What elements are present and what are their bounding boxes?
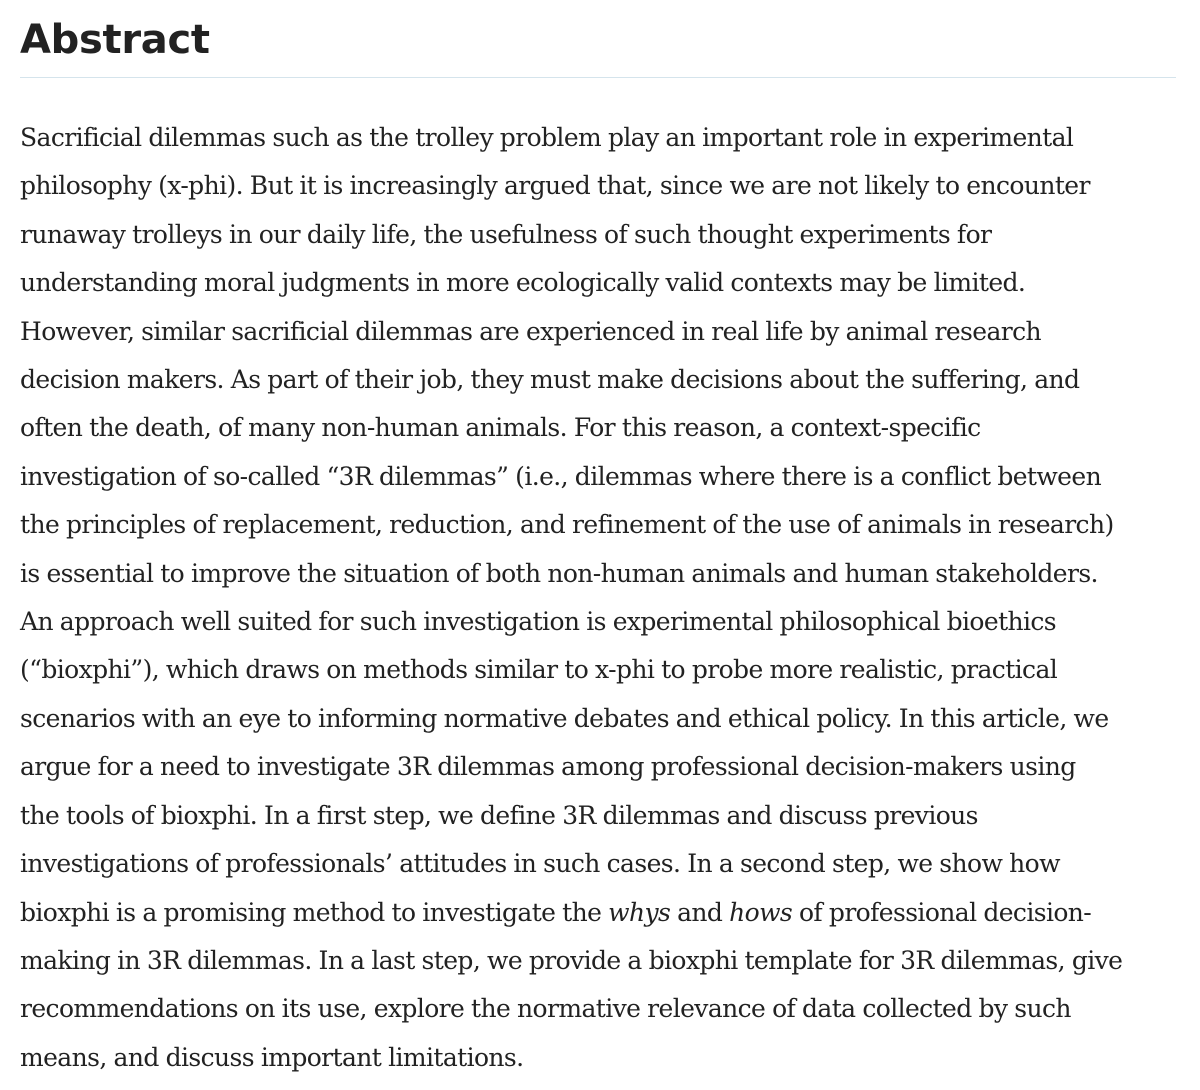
italic-hows: hows xyxy=(729,897,793,927)
line-text: of professional decision- xyxy=(792,897,1092,927)
heading-divider xyxy=(20,77,1176,78)
abstract-line: decision makers. As part of their job, they must make decisions about the suffering, and xyxy=(20,365,1080,395)
abstract-line: philosophy (x-phi). But it is increasingly argued that, since we are not likely to encounter xyxy=(20,171,1090,201)
abstract-line: is essential to improve the situation of both non-human animals and human stakeholders. xyxy=(20,558,1098,588)
abstract-line: Sacrificial dilemmas such as the trolley problem play an important role in experimental xyxy=(20,123,1074,152)
abstract-line: making in 3R dilemmas. In a last step, we provide a bioxphi template for 3R dilemmas, give xyxy=(20,945,1123,975)
line-text: bioxphi is a promising method to investigate the xyxy=(20,897,609,927)
abstract-line: An approach well suited for such investigation is experimental philosophical bioethics xyxy=(20,607,1057,637)
abstract-line: often the death, of many non-human animals. For this reason, a context-specific xyxy=(20,413,981,443)
abstract-line: investigation of so-called “3R dilemmas” (i.e., dilemmas where there is a conflict between xyxy=(20,461,1102,491)
abstract-line: However, similar sacrificial dilemmas are experienced in real life by animal research xyxy=(20,316,1042,346)
abstract-line: (“bioxphi”), which draws on methods similar to x-phi to probe more realistic, practical xyxy=(20,655,1058,685)
line-text: and xyxy=(670,897,730,927)
abstract-heading: Abstract xyxy=(20,17,210,63)
abstract-line: the tools of bioxphi. In a first step, we define 3R dilemmas and discuss previous xyxy=(20,800,978,830)
abstract-line: investigations of professionals’ attitudes in such cases. In a second step, we show how xyxy=(20,849,1060,879)
abstract-line: understanding moral judgments in more ecologically valid contexts may be limited. xyxy=(20,268,1026,298)
abstract-line-italic xyxy=(20,889,1178,937)
abstract-section xyxy=(20,0,1178,1082)
abstract-line: the principles of replacement, reduction, and refinement of the use of animals in research) xyxy=(20,510,1114,540)
abstract-line: runaway trolleys in our daily life, the usefulness of such thought experiments for xyxy=(20,219,992,249)
abstract-line: means, and discuss important limitations. xyxy=(20,1042,524,1072)
abstract-paragraph xyxy=(20,114,1178,1082)
italic-whys: whys xyxy=(608,897,671,927)
abstract-line: recommendations on its use, explore the normative relevance of data collected by such xyxy=(20,994,1071,1024)
abstract-line: argue for a need to investigate 3R dilemmas among professional decision-makers using xyxy=(20,752,1076,782)
abstract-line: scenarios with an eye to informing normative debates and ethical policy. In this article, we xyxy=(20,703,1109,733)
